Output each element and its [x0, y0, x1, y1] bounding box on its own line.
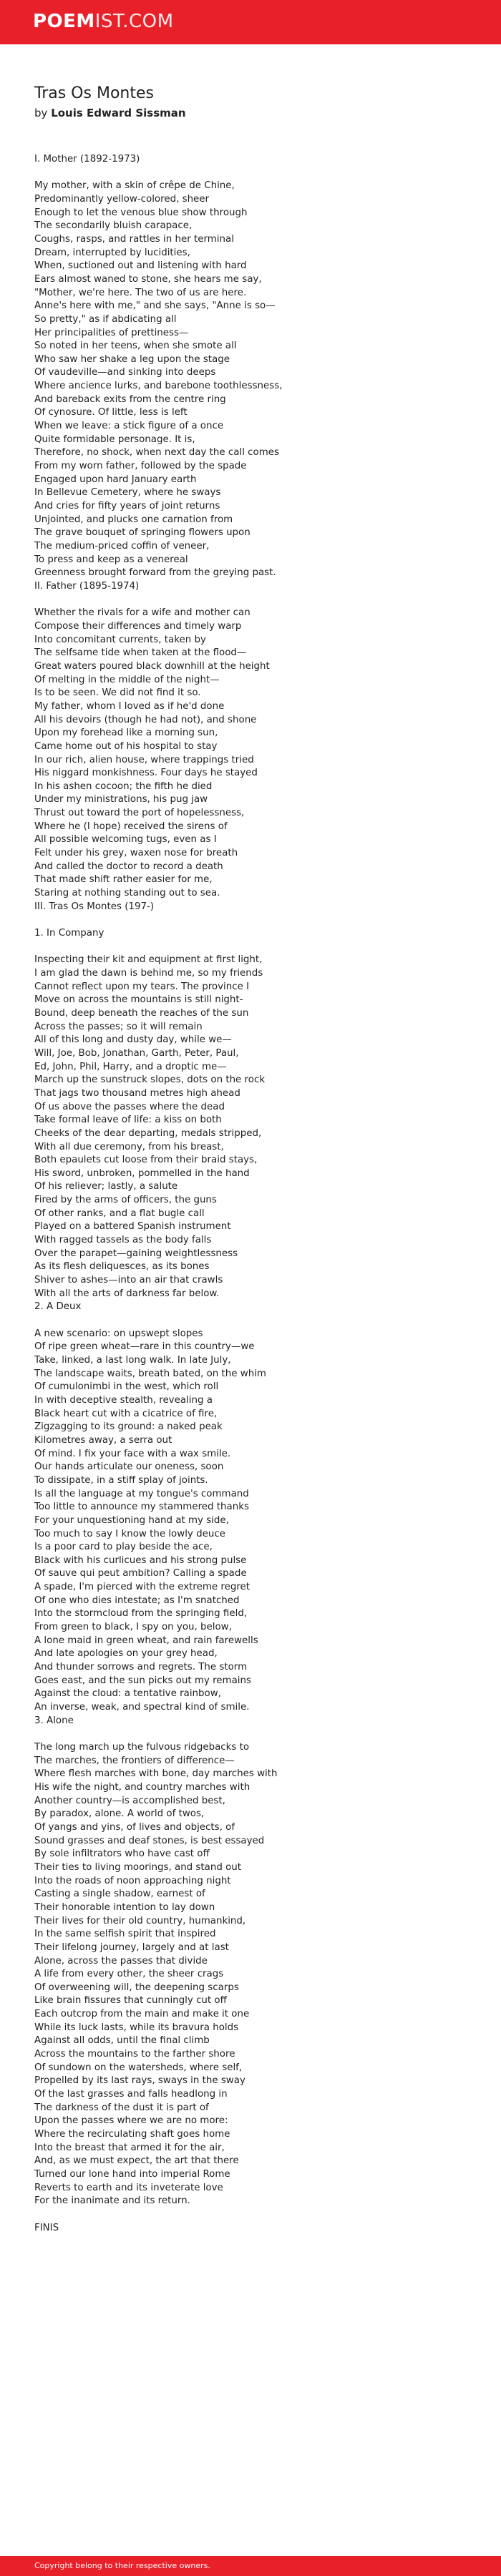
poem-line: Bound, deep beneath the reaches of the sun [34, 1007, 249, 1019]
poem-line: II. Father (1895-1974) [34, 580, 140, 592]
poem-line: His sword, unbroken, pommelled in the hand [34, 1167, 250, 1179]
poem-line: So pretty," as if abdicating all [34, 313, 177, 325]
poem-author[interactable]: Louis Edward Sissman [51, 107, 186, 119]
poem-line: Goes east, and the sun picks out my remains [34, 1675, 251, 1686]
poem-line: Is to be seen. We did not find it so. [34, 687, 201, 699]
poem-line: From my worn father, followed by the spade [34, 461, 247, 472]
poem-line: For the inanimate and its return. [34, 2195, 190, 2207]
poem-line: And bareback exits from the centre ring [34, 393, 226, 405]
site-logo[interactable] [33, 9, 174, 34]
poem-line: Staring at nothing standing out to sea. [34, 888, 220, 899]
poem-line: Black with his curlicues and his strong pulse [34, 1554, 247, 1566]
poem-line: Kilometres away, a serra out [34, 1434, 172, 1446]
poem-line: Of sundown on the watersheds, where self, [34, 2062, 243, 2073]
poem-line: 3. Alone [34, 1715, 74, 1726]
poem-line: To dissipate, in a stiff splay of joints. [34, 1474, 208, 1486]
poem-line: While its luck lasts, while its bravura holds [34, 2022, 239, 2033]
poem-line: Too much to say I know the lowly deuce [34, 1528, 225, 1539]
poem-line: Of overweening will, the deepening scarps [34, 1982, 239, 1993]
poem-line: Cannot reflect upon my tears. The province I [34, 981, 250, 992]
poem-line: Of the last grasses and falls headlong in [34, 2089, 228, 2100]
poem-line: Like brain fissures that cunningly cut off [34, 1995, 227, 2007]
poem-line: Unjointed, and plucks one carnation from [34, 514, 233, 525]
poem-line: My father, whom I loved as if he'd done [34, 700, 225, 712]
poem-line: 1. In Company [34, 928, 104, 939]
poem-line: In with deceptive stealth, revealing a [34, 1394, 213, 1406]
poem-line: Across the passes; so it will remain [34, 1021, 203, 1032]
stanza-gap [34, 1728, 464, 1741]
poem-line: Zigzagging to its ground: a naked peak [34, 1421, 223, 1433]
poem-line: Her principalities of prettiness— [34, 327, 189, 338]
poem-line: Their ties to living moorings, and stand out [34, 1861, 242, 1873]
poem-line: 2. A Deux [34, 1301, 82, 1313]
poem-line: Of sauve qui peut ambition? Calling a spade [34, 1568, 247, 1580]
poem-line: The long march up the fulvous ridgebacks to [34, 1742, 250, 1753]
poem-line: Over the parapet—gaining weightlessness [34, 1248, 238, 1259]
logo-light-text: IST.COM [94, 11, 174, 32]
poem-line: Reverts to earth and its inveterate love [34, 2182, 223, 2193]
poem-line: March up the sunstruck slopes, dots on the rock [34, 1074, 266, 1086]
site-footer [0, 2556, 501, 2576]
poem-line: Of his reliever; lastly, a salute [34, 1181, 178, 1192]
poem-line: Felt under his grey, waxen nose for breath [34, 848, 238, 859]
copyright-text: Copyright belong to their respective owners. [34, 2561, 210, 2570]
poem-line: When we leave: a stick figure of a once [34, 421, 224, 432]
poem-line: A lone maid in green wheat, and rain farewells [34, 1635, 258, 1646]
poem-line: Quite formidable personage. It is, [34, 434, 195, 445]
poem-line: And, as we must expect, the art that there [34, 2155, 239, 2167]
poem-line: Black heart cut with a cicatrice of fire, [34, 1408, 218, 1419]
poem-line: Where flesh marches with bone, day marches with [34, 1768, 278, 1780]
poem-line: Under my ministrations, his pug jaw [34, 794, 208, 805]
poem-line: Into the stormcloud from the springing field, [34, 1608, 248, 1620]
poem-line: From green to black, I spy on you, below, [34, 1622, 232, 1633]
poem-line: And called the doctor to record a death [34, 861, 223, 872]
poem-line: Both epaulets cut loose from their braid stays, [34, 1155, 258, 1166]
poem-line: Each outcrop from the main and make it one [34, 2009, 250, 2020]
poem-line: Cheeks of the dear departing, medals stripped, [34, 1127, 262, 1139]
poem-line: Alone, across the passes that divide [34, 1955, 208, 1967]
poem-line: Of yangs and yins, of lives and objects, of [34, 1821, 235, 1833]
poem-line: Where he (I hope) received the sirens of [34, 821, 228, 832]
poem-line: Where the recirculating shaft goes home [34, 2129, 230, 2140]
poem-line: Against the cloud: a tentative rainbow, [34, 1688, 221, 1700]
poem-line: With ragged tassels as the body falls [34, 1235, 212, 1246]
poem-line: The secondarily bluish carapace, [34, 220, 193, 232]
logo-bold-text: POEM [33, 11, 95, 32]
poem-line: All possible welcoming tugs, even as I [34, 834, 217, 846]
stanza-gap [34, 167, 464, 180]
poem-line: Into the roads of noon approaching night [34, 1875, 231, 1886]
poem-line: Predominantly yellow-colored, sheer [34, 193, 210, 205]
poem-line: With all due ceremony, from his breast, [34, 1141, 224, 1152]
poem-line: Whether the rivals for a wife and mother can [34, 607, 250, 619]
poem-line: III. Tras Os Montes (197-) [34, 901, 155, 912]
poem-line: Of melting in the middle of the night— [34, 674, 220, 685]
poem-line: Compose their differences and timely warp [34, 620, 242, 632]
poem-line: Their lives for their old country, humankind, [34, 1915, 246, 1926]
poem-line: Anne's here with me," and she says, "Anne is so— [34, 300, 276, 312]
poem-line: In the same selfish spirit that inspired [34, 1929, 216, 1940]
poem-line: Fired by the arms of officers, the guns [34, 1195, 217, 1206]
poem-line: And late apologies on your grey head, [34, 1648, 218, 1660]
poem-line: Into the breast that armed it for the air, [34, 2142, 225, 2153]
poem-line: Where ancience lurks, and barebone toothlessness, [34, 381, 283, 392]
poem-line: Take formal leave of life: a kiss on both [34, 1115, 222, 1126]
poem-line: Of ripe green wheat—rare in this country—we [34, 1341, 255, 1353]
poem-line: In Bellevue Cemetery, where he sways [34, 487, 221, 499]
poem-line: Is all the language at my tongue's command [34, 1488, 249, 1499]
poem-line: Their honorable intention to lay down [34, 1901, 215, 1913]
poem-line: To press and keep as a venereal [34, 554, 188, 565]
poem-line: The marches, the frontiers of difference— [34, 1755, 235, 1766]
poem-line: FINIS [34, 2222, 59, 2233]
poem-line: And cries for fifty years of joint returns [34, 501, 220, 512]
poem-line: Came home out of his hospital to stay [34, 740, 218, 752]
poem-line: The medium-priced coffin of veneer, [34, 541, 210, 552]
stanza-gap [34, 1314, 464, 1328]
poem-line: The selfsame tide when taken at the flood— [34, 647, 247, 659]
poem-line: Greenness brought forward from the greying past. [34, 567, 276, 579]
poem-line: For your unquestioning hand at my side, [34, 1514, 229, 1526]
poem-line: All his devoirs (though he had not), and shone [34, 714, 257, 725]
poem-line: In his ashen cocoon; the fifth he died [34, 780, 213, 792]
poem-line: An inverse, weak, and spectral kind of smile. [34, 1702, 250, 1713]
poem-body [34, 153, 464, 2235]
stanza-gap [34, 941, 464, 954]
poem-line: Engaged upon hard January earth [34, 474, 197, 485]
poem-byline [34, 106, 464, 120]
poem-line: Casting a single shadow, earnest of [34, 1889, 205, 1900]
poem-line: That made shift rather easier for me, [34, 874, 213, 886]
poem-line: Too little to announce my stammered thanks [34, 1502, 249, 1513]
poem-line: Shiver to ashes—into an air that crawls [34, 1275, 223, 1286]
poem-line: Sound grasses and deaf stones, is best essayed [34, 1835, 265, 1846]
poem-line: Great waters poured black downhill at the height [34, 660, 270, 672]
poem-line: Enough to let the venous blue show through [34, 207, 248, 218]
poem-line: Into concomitant currents, taken by [34, 634, 206, 645]
poem-line: Of mind. I fix your face with a wax smile. [34, 1448, 231, 1459]
poem-line: Coughs, rasps, and rattles in her terminal [34, 233, 234, 245]
poem-line: Of other ranks, and a flat bugle call [34, 1208, 205, 1219]
poem-line: As its flesh deliquesces, as its bones [34, 1261, 210, 1273]
poem-line: Therefore, no shock, when next day the call comes [34, 447, 279, 459]
stanza-gap [34, 914, 464, 927]
poem-line: Played on a battered Spanish instrument [34, 1221, 231, 1233]
poem-line: A life from every other, the sheer crags [34, 1969, 224, 1980]
poem-line: When, suctioned out and listening with hard [34, 260, 247, 272]
poem-content [34, 83, 464, 2235]
poem-line: Will, Joe, Bob, Jonathan, Garth, Peter, Paul, [34, 1047, 239, 1059]
poem-line: Across the mountains to the farther shore [34, 2049, 235, 2060]
poem-line: So noted in her teens, when she smote all [34, 341, 237, 352]
poem-line: And thunder sorrows and regrets. The storm [34, 1662, 248, 1673]
poem-line: Ed, John, Phil, Harry, and a droptic me— [34, 1061, 227, 1072]
poem-line: His wife the night, and country marches with [34, 1781, 250, 1793]
poem-line: My mother, with a skin of crêpe de Chine, [34, 180, 235, 192]
poem-line: Of vaudeville—and sinking into deeps [34, 367, 216, 378]
poem-line: Upon the passes where we are no more: [34, 2115, 228, 2127]
poem-line: I. Mother (1892-1973) [34, 154, 140, 165]
poem-line: Of cynosure. Of little, less is left [34, 407, 188, 418]
poem-line: A spade, I'm pierced with the extreme regret [34, 1582, 250, 1593]
poem-line: Of cumulonimbi in the west, which roll [34, 1381, 219, 1393]
stanza-gap [34, 2208, 464, 2222]
poem-line: With all the arts of darkness far below. [34, 1288, 220, 1299]
poem-line: Thrust out toward the port of hopelessness, [34, 808, 245, 819]
poem-line: Their lifelong journey, largely and at last [34, 1941, 229, 1953]
poem-line: The grave bouquet of springing flowers upon [34, 527, 250, 539]
poem-line: By paradox, alone. A world of twos, [34, 1808, 205, 1820]
poem-line: Ears almost waned to stone, she hears me say, [34, 273, 262, 285]
poem-line: Is a poor card to play beside the ace, [34, 1542, 213, 1553]
poem-line: The landscape waits, breath bated, on the whim [34, 1368, 266, 1379]
poem-line: "Mother, we're here. The two of us are here. [34, 287, 247, 298]
poem-line: Move on across the mountains is still night- [34, 994, 243, 1006]
poem-line: Against all odds, until the final climb [34, 2035, 210, 2047]
poem-title: Tras Os Montes [34, 84, 154, 102]
stanza-gap [34, 594, 464, 607]
poem-line: Propelled by its last rays, sways in the sway [34, 2075, 245, 2087]
poem-line: In our rich, alien house, where trappings tried [34, 754, 254, 765]
by-label: by [34, 107, 48, 119]
poem-line: All of this long and dusty day, while we— [34, 1034, 232, 1046]
poem-line: Take, linked, a last long walk. In late July, [34, 1354, 231, 1366]
poem-line: Another country—is accomplished best, [34, 1795, 225, 1806]
poem-line: I am glad the dawn is behind me, so my friends [34, 967, 263, 979]
poem-line: A new scenario: on upswept slopes [34, 1328, 203, 1339]
poem-line: By sole infiltrators who have cast off [34, 1848, 210, 1860]
poem-line: His niggard monkishness. Four days he stayed [34, 768, 258, 779]
poem-line: Inspecting their kit and equipment at first light, [34, 954, 263, 966]
poem-line: That jags two thousand metres high ahead [34, 1087, 240, 1099]
poem-line: Dream, interrupted by lucidities, [34, 247, 190, 258]
poem-line: Of us above the passes where the dead [34, 1101, 225, 1112]
poem-line: Our hands articulate our oneness, soon [34, 1461, 224, 1473]
poem-line: Of one who dies intestate; as I'm snatched [34, 1595, 240, 1606]
poem-line: Turned our lone hand into imperial Rome [34, 2169, 230, 2180]
poem-line: Who saw her shake a leg upon the stage [34, 353, 230, 365]
poem-line: Upon my forehead like a morning sun, [34, 728, 218, 739]
site-header [0, 0, 501, 44]
poem-line: The darkness of the dust it is part of [34, 2102, 209, 2113]
